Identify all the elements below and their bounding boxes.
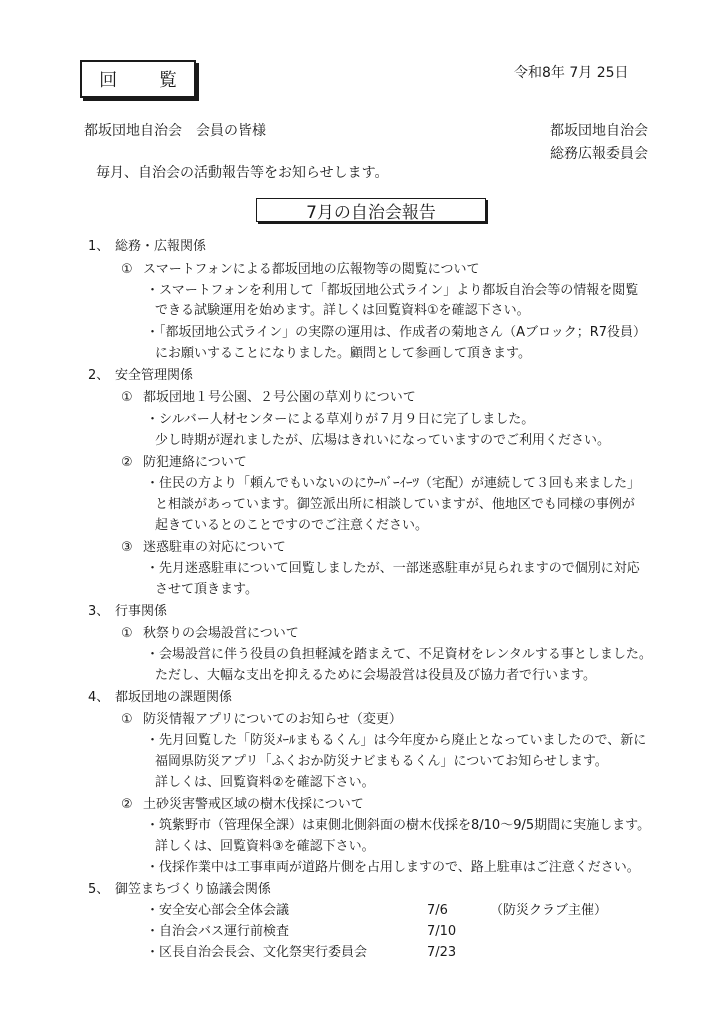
sender-committee: 総務広報委員会 [550, 146, 648, 162]
item-marker: ① [121, 626, 133, 641]
item-line: できる試験運用を始めます。詳しくは回覧資料①を確認下さい。 [155, 303, 530, 318]
item-line: ・シルバー人材センターによる草刈りが７月９日に完了しました。 [146, 412, 535, 427]
schedule-date: 7/6 [427, 903, 448, 918]
schedule-event: ・自治会バス運行前検査 [146, 924, 290, 939]
circular-label: 回 覧 [99, 70, 195, 91]
section-number: 2、 [88, 368, 110, 383]
item-marker: ③ [121, 540, 133, 555]
item-title: 土砂災害警戒区域の樹木伐採について [143, 797, 364, 812]
item-line: ただし、大幅な支出を抑えるために会場設営は役員及び協力者で行います。 [155, 668, 596, 683]
item-line: ・スマートフォンを利用して「都坂団地公式ライン」より都坂自治会等の情報を閲覧 [146, 283, 639, 298]
schedule-date: 7/10 [427, 924, 457, 939]
item-line: と相談があっています。御笠派出所に相談していますが、他地区でも同様の事例が [155, 497, 635, 512]
schedule-date: 7/23 [427, 945, 457, 960]
section-number: 3、 [88, 604, 110, 619]
item-line: ・先月迷惑駐車について回覧しましたが、一部迷惑駐車が見られますので個別に対応 [146, 561, 640, 576]
section-number: 1、 [88, 239, 110, 254]
item-title: 都坂団地１号公園、２号公園の草刈りについて [143, 390, 416, 405]
item-marker: ① [121, 262, 133, 277]
intro-text: 毎月、自治会の活動報告等をお知らせします。 [96, 165, 389, 181]
schedule-event: ・区長自治会長会、文化祭実行委員会 [146, 945, 368, 960]
sender-organization: 都坂団地自治会 [550, 123, 648, 139]
item-title: 防災情報アプリについてのお知らせ（変更） [143, 712, 402, 727]
section-title: 都坂団地の課題関係 [115, 690, 233, 705]
item-line: 福岡県防災アプリ「ふくおか防災ナビまもるくん」についてお知らせします。 [155, 754, 608, 769]
section-title: 行事関係 [115, 604, 168, 619]
item-line: ・伐採作業中は工事車両が道路片側を占用しますので、路上駐車はご注意ください。 [146, 860, 640, 875]
section-number: 4、 [88, 690, 110, 705]
item-line: ・住民の方より「頼んでもいないのにｳｰﾊﾞｰｲｰﾂ（宅配）が連続して３回も来ました」 [146, 476, 641, 491]
item-title: 迷惑駐車の対応について [143, 540, 286, 555]
item-line: させて頂きます。 [155, 582, 258, 597]
section-title: 安全管理関係 [115, 368, 194, 383]
report-title-box [256, 198, 486, 222]
item-marker: ② [121, 797, 133, 812]
item-line: 詳しくは、回覧資料③を確認下さい。 [155, 839, 375, 854]
item-marker: ② [121, 455, 133, 470]
item-line: 少し時期が遅れましたが、広場はきれいになっていますのでご利用ください。 [155, 433, 611, 448]
item-line: にお願いすることになりました。顧問として参画して頂きます。 [155, 346, 531, 361]
section-title: 御笠まちづくり協議会関係 [115, 882, 271, 897]
schedule-event: ・安全安心部会全体会議 [146, 903, 290, 918]
item-line: 詳しくは、回覧資料②を確認下さい。 [155, 775, 375, 790]
section-title: 総務・広報関係 [115, 239, 207, 254]
item-marker: ① [121, 712, 133, 727]
schedule-note: （防災クラブ主催） [490, 903, 608, 918]
item-line: ・会場設営に伴う役員の負担軽減を踏まえて、不足資材をレンタルする事としました。 [146, 647, 652, 662]
item-line: ・「都坂団地公式ライン」の実際の運用は、作成者の菊地さん（Aブロック；R7役員） [146, 325, 647, 340]
item-line: ・先月回覧した「防災ﾒｰﾙまもるくん」は今年度から廃止となっていましたので、新に [146, 733, 647, 748]
document-date: 令和8年 7月 25日 [514, 65, 629, 81]
item-title: 防犯連絡について [143, 455, 247, 470]
item-title: 秋祭りの会場設営について [143, 626, 299, 641]
report-title: 7月の自治会報告 [306, 202, 436, 223]
item-line: 起きているとのことですのでご注意ください。 [155, 518, 429, 533]
circular-stamp-box [80, 60, 196, 98]
item-title: スマートフォンによる都坂団地の広報物等の閲覧について [143, 262, 480, 277]
item-line: ・筑紫野市（管理保全課）は東側北側斜面の樹木伐採を8/10～9/5期間に実施します。 [146, 818, 651, 833]
section-number: 5、 [88, 882, 110, 897]
item-marker: ① [121, 390, 133, 405]
addressee: 都坂団地自治会 会員の皆様 [84, 123, 266, 139]
